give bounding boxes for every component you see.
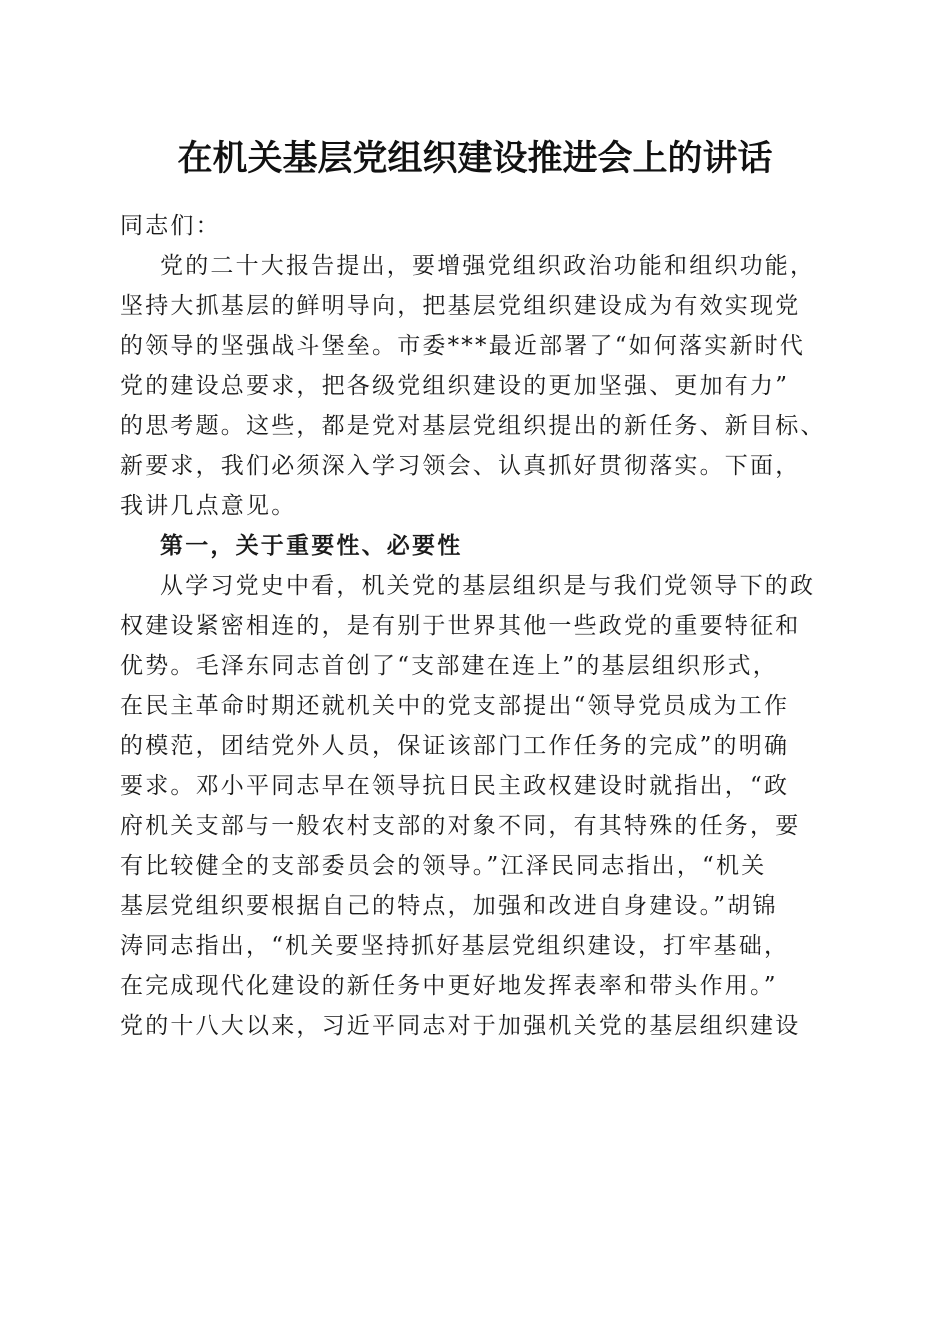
paragraph-2-line: 优势。毛泽东同志首创了“支部建在连上”的基层组织形式， bbox=[120, 653, 778, 679]
paragraph-2-line: 党的十八大以来，习近平同志对于加强机关党的基层组织建设 bbox=[120, 1013, 801, 1039]
paragraph-2-line: 基层党组织要根据自己的特点，加强和改进自身建设。”胡锦 bbox=[120, 893, 778, 919]
salutation: 同志们： bbox=[120, 213, 221, 239]
paragraph-1-line: 党的建设总要求，把各级党组织建设的更加坚强、更加有力” bbox=[120, 373, 790, 399]
paragraph-1-line: 党的二十大报告提出，要增强党组织政治功能和组织功能， bbox=[160, 253, 816, 279]
section-heading: 第一，关于重要性、必要性 bbox=[160, 532, 463, 559]
paragraph-2-line: 从学习党史中看，机关党的基层组织是与我们党领导下的政 bbox=[160, 573, 816, 599]
paragraph-2-line: 的模范，团结党外人员，保证该部门工作任务的完成”的明确 bbox=[120, 733, 790, 759]
paragraph-2-line: 有比较健全的支部委员会的领导。”江泽民同志指出，“机关 bbox=[120, 853, 767, 879]
paragraph-2-line: 府机关支部与一般农村支部的对象不同，有其特殊的任务，要 bbox=[120, 813, 801, 839]
paragraph-2-line: 要求。邓小平同志早在领导抗日民主政权建设时就指出，“政 bbox=[120, 773, 790, 799]
paragraph-2-line: 在完成现代化建设的新任务中更好地发挥表率和带头作用。” bbox=[120, 973, 778, 999]
paragraph-2-line: 权建设紧密相连的，是有别于世界其他一些政党的重要特征和 bbox=[120, 613, 801, 639]
paragraph-1-line: 坚持大抓基层的鲜明导向，把基层党组织建设成为有效实现党 bbox=[120, 293, 801, 319]
paragraph-1-line: 的思考题。这些，都是党对基层党组织提出的新任务、新目标、 bbox=[120, 413, 826, 439]
paragraph-1-line: 我讲几点意见。 bbox=[120, 493, 297, 519]
document-title: 在机关基层党组织建设推进会上的讲话 bbox=[177, 138, 773, 179]
paragraph-2-line: 涛同志指出，“机关要坚持抓好基层党组织建设，打牢基础， bbox=[120, 933, 790, 959]
paragraph-2-line: 在民主革命时期还就机关中的党支部提出“领导党员成为工作 bbox=[120, 693, 790, 719]
paragraph-1-line: 新要求，我们必须深入学习领会、认真抓好贯彻落实。下面， bbox=[120, 453, 801, 479]
document-body bbox=[120, 206, 860, 1046]
paragraph-1-line: 的领导的坚强战斗堡垒。市委***最近部署了“如何落实新时代 bbox=[120, 333, 806, 359]
